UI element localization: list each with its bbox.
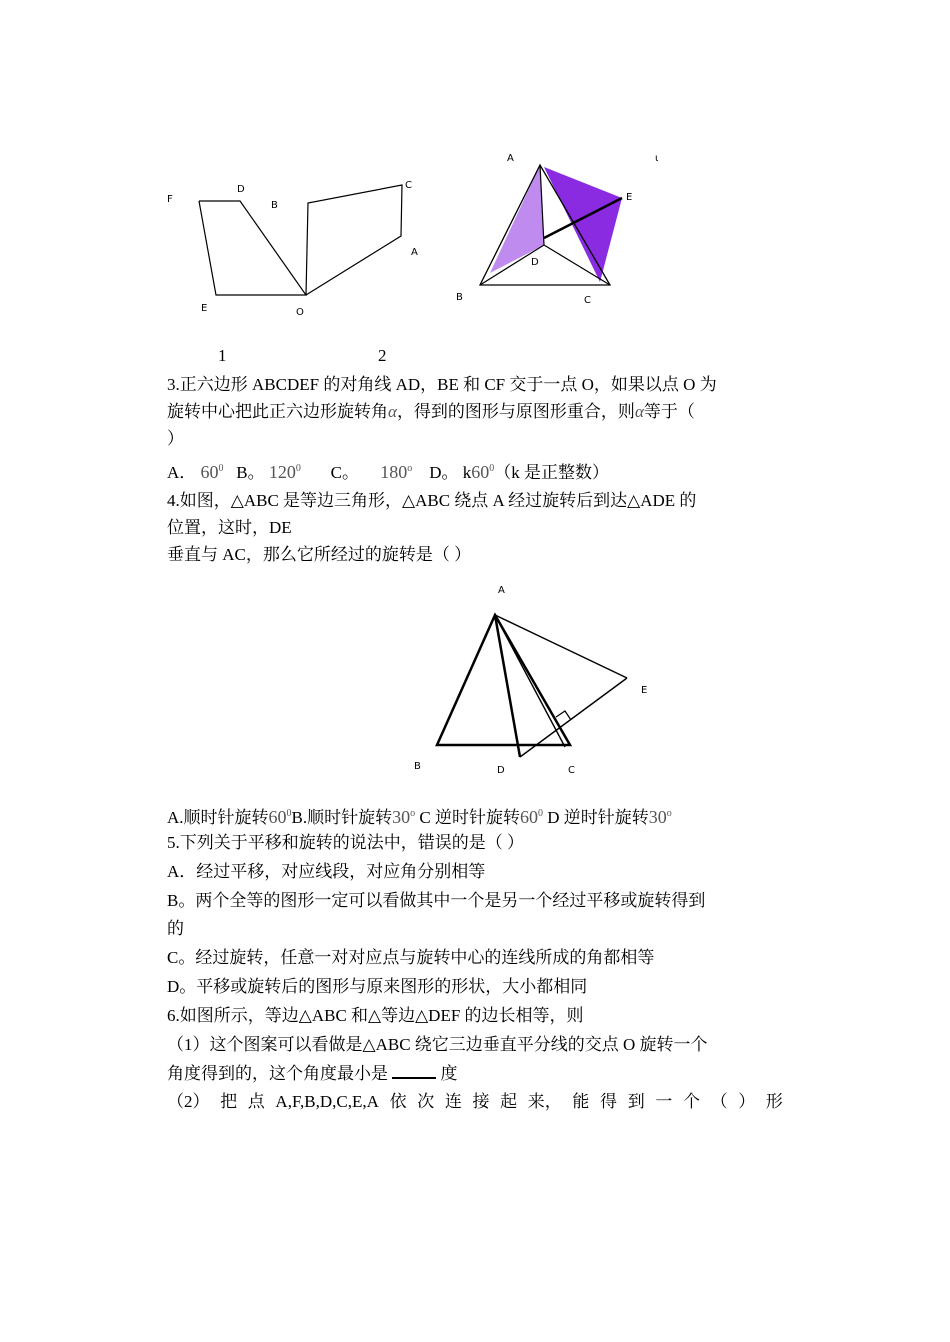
figure-2-rotation-diagram [450, 145, 670, 315]
q6-part2-token: ） [738, 1092, 756, 1111]
q3-options [167, 459, 609, 483]
q5-option-d: D。平移或旋转后的图形与原来图形的形状，大小都相同 [167, 977, 588, 996]
q3-option-c-value: 180$^o$ [380, 462, 413, 482]
figure-1-label-B: B [271, 200, 278, 211]
q3-option-c-label: C。 [330, 463, 359, 482]
q3-alpha-1: α [388, 402, 397, 421]
figure-2-label-D: D [531, 257, 539, 268]
q5-option-b-line1: B。两个全等的图形一定可以看做其中一个是另一个经过平移或旋转得到 [167, 891, 706, 910]
q3-line1: 3.正六边形 ABCDEF 的对角线 AD，BE 和 CF 交于一点 O，如果以点 O 为 [167, 375, 717, 394]
figure-1-caption: 1 [218, 346, 227, 365]
figure-2-label-mark: ι [655, 153, 659, 164]
q4-option-b-value: 30$^o$ [392, 807, 416, 827]
figure-3-triangle-rotation [405, 575, 665, 785]
q4-line2: 位置，这时，DE [167, 518, 292, 537]
q3-option-d-note: （k 是正整数） [494, 463, 609, 482]
q6-part2-token: 个 [682, 1092, 700, 1111]
figure-2-label-E: E [626, 192, 633, 203]
figure-3-line-AE [495, 615, 627, 678]
figure-3-label-D: D [497, 765, 505, 776]
figure-3-label-C: C [568, 765, 575, 776]
q6-part1-line2-b: 度 [436, 1064, 458, 1083]
figure-1-label-E: E [201, 303, 208, 314]
q3-line3: ） [167, 429, 184, 448]
q6-part2-token: 点 [247, 1092, 265, 1111]
q6-part2-token: 来， [527, 1092, 562, 1111]
q6-part2-token: 接 [472, 1092, 490, 1111]
q3-line2-b: ，得到的图形与原图形重合，则 [396, 402, 635, 421]
figure-3-right-angle-mark [556, 711, 571, 720]
q3-option-a-value: $60^0$ [200, 462, 224, 482]
figure-1-quad-left [199, 201, 306, 295]
figure-3-label-B: B [414, 761, 421, 772]
figure-3-label-A: A [498, 585, 505, 596]
figure-3-label-E: E [641, 685, 648, 696]
q6-part2-line [167, 1092, 783, 1112]
figure-3-triangle-ABC [437, 615, 570, 745]
q3-alpha-2: α [634, 402, 644, 421]
q6-part1-line1: （1）这个图案可以看做是△ABC 绕它三边垂直平分线的交点 O 旋转一个 [167, 1035, 708, 1054]
q4-line1: 4.如图，△ABC 是等边三角形，△ABC 绕点 A 经过旋转后到达△ADE 的 [167, 491, 697, 510]
q6-part2-token: 到 [627, 1092, 645, 1111]
q4-option-d-value: 30$^o$ [648, 807, 672, 827]
q5-option-b-line2: 的 [167, 919, 184, 938]
q6-part1-line2-a: 角度得到的，这个角度最小是 [167, 1064, 388, 1083]
figure-2-label-A: A [507, 153, 514, 164]
q3-line2 [167, 402, 695, 422]
q6-part2-token: 次 [417, 1092, 435, 1111]
figure-1-label-O: O [296, 307, 304, 318]
q3-option-b-label: B。 [236, 463, 265, 482]
q6-part1-line2 [167, 1063, 458, 1084]
q6-answer-blank[interactable] [392, 1063, 436, 1079]
figure-1-quad-right [306, 185, 402, 295]
q3-option-d-label: D。 k [429, 463, 472, 482]
q6-part2-token: 得 [600, 1092, 618, 1111]
figure-2-label-B: B [456, 292, 463, 303]
q3-line2-c: 等于（ [643, 402, 695, 421]
figure-2-shaded-triangle-right [544, 167, 622, 282]
q4-option-a: A.顺时针旋转 [167, 808, 269, 827]
q6-part2-token: （2） [167, 1092, 210, 1111]
q6-part2-token: 形 [765, 1092, 783, 1111]
q6-part2-token: A,F,B,D,C,E,A [275, 1092, 379, 1111]
q3-option-b-value: $120^0$ [268, 462, 301, 482]
q5-option-a: A．经过平移，对应线段，对应角分别相等 [167, 862, 486, 881]
figure-1-label-F: F [167, 194, 173, 205]
figure-2-label-C: C [584, 295, 591, 306]
q5-stem: 5.下列关于平移和旋转的说法中，错误的是（ ） [167, 833, 524, 852]
q3-option-d-value: $60^0$ [471, 462, 495, 482]
q3-line2-a: 旋转中心把此正六边形旋转角 [167, 402, 388, 421]
q6-part2-token: 依 [389, 1092, 407, 1111]
figure-3-line-DE [520, 678, 627, 757]
q6-part2-token: 一 [655, 1092, 673, 1111]
q4-line3: 垂直与 AC，那么它所经过的旋转是（ ） [167, 545, 472, 564]
figure-1-label-C: C [405, 180, 412, 191]
q6-part2-token: 把 [220, 1092, 238, 1111]
q6-stem: 6.如图所示，等边△ABC 和△等边△DEF 的边长相等，则 [167, 1006, 584, 1025]
q4-option-d: D 逆时针旋转 [542, 808, 649, 827]
q4-option-a-value: $60^0$ [268, 807, 292, 827]
figure-2-caption: 2 [378, 346, 387, 365]
q6-part2-token: 起 [500, 1092, 518, 1111]
figure-1-label-D: D [237, 184, 245, 195]
q3-option-a-label: A． [167, 463, 197, 482]
q6-part2-token: （ [710, 1092, 728, 1111]
q6-part2-token: 能 [572, 1092, 590, 1111]
figure-1-label-A: A [411, 247, 418, 258]
q6-part2-token: 连 [444, 1092, 462, 1111]
figure-1-rotation-diagram [160, 170, 430, 330]
q5-option-c: C。经过旋转，任意一对对应点与旋转中心的连线所成的角都相等 [167, 948, 655, 967]
q4-option-c-value: $60^0$ [519, 807, 543, 827]
q4-option-c: C 逆时针旋转 [415, 808, 520, 827]
q4-option-b: B.顺时针旋转 [291, 808, 393, 827]
q4-options [167, 804, 672, 828]
